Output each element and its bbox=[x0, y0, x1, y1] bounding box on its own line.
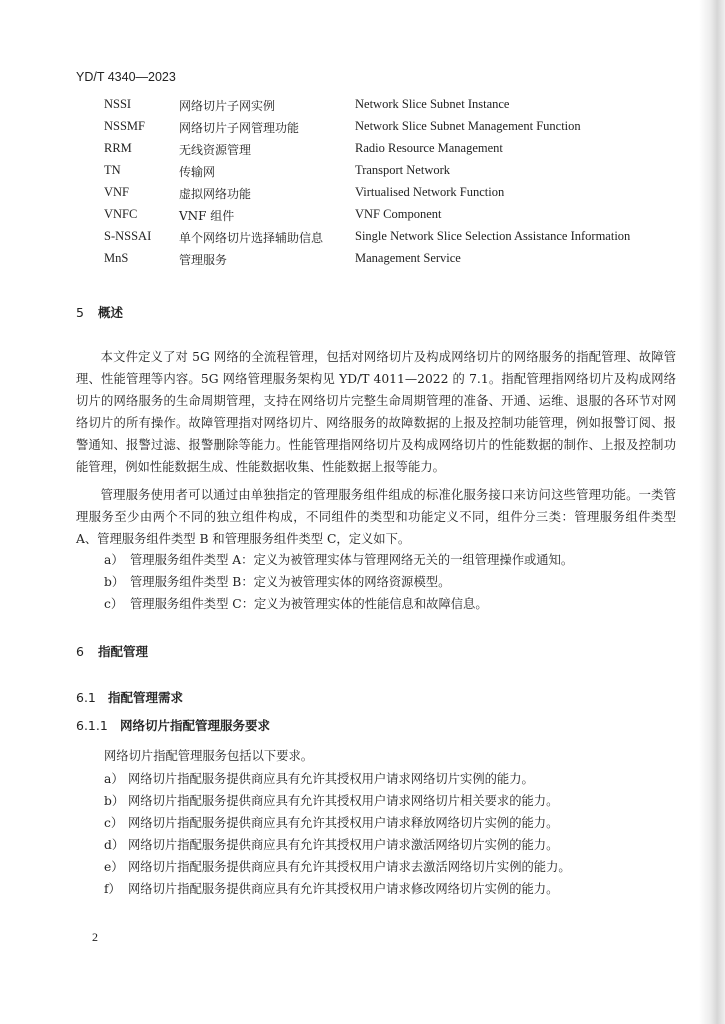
abbreviation-row bbox=[104, 185, 664, 207]
chinese-term: 单个网络切片选择辅助信息 bbox=[179, 231, 324, 245]
english-term: Management Service bbox=[355, 251, 461, 265]
list-marker: c） bbox=[104, 597, 124, 611]
requirements-intro: 网络切片指配管理服务包括以下要求。 bbox=[104, 749, 314, 763]
abbreviation-row bbox=[104, 141, 664, 163]
document-code: YD/T 4340—2023 bbox=[76, 70, 176, 84]
abbreviation: S-NSSAI bbox=[104, 229, 152, 243]
english-term: Network Slice Subnet Instance bbox=[355, 97, 510, 111]
abbreviation: MnS bbox=[104, 251, 129, 265]
section-title: 指配管理 bbox=[98, 644, 149, 659]
chinese-term: 传输网 bbox=[179, 165, 216, 179]
abbreviation-row bbox=[104, 207, 664, 229]
section-6-1-heading bbox=[76, 688, 183, 706]
english-term: VNF Component bbox=[355, 207, 442, 221]
list-item bbox=[104, 791, 664, 813]
abbreviation-row bbox=[104, 251, 664, 273]
scan-page-edge bbox=[699, 0, 725, 1024]
section-6-heading bbox=[76, 642, 148, 660]
list-text: 网络切片指配服务提供商应具有允许其授权用户请求网络切片相关要求的能力。 bbox=[128, 794, 559, 808]
section-number: 6.1.1 bbox=[76, 718, 108, 733]
list-text: 管理服务组件类型 B：定义为被管理实体的网络资源模型。 bbox=[130, 575, 451, 589]
chinese-term: 无线资源管理 bbox=[179, 143, 252, 157]
list-marker: d） bbox=[104, 838, 125, 852]
list-item bbox=[104, 769, 664, 791]
list-text: 网络切片指配服务提供商应具有允许其授权用户请求激活网络切片实例的能力。 bbox=[128, 838, 559, 852]
section-number: 6.1 bbox=[76, 690, 96, 705]
abbreviation: TN bbox=[104, 163, 121, 177]
english-term: Single Network Slice Selection Assistance Information bbox=[355, 229, 631, 243]
list-text: 管理服务组件类型 A：定义为被管理实体与管理网络无关的一组管理操作或通知。 bbox=[130, 553, 574, 567]
list-marker: e） bbox=[104, 860, 124, 874]
abbreviation: NSSI bbox=[104, 97, 132, 111]
list-text: 网络切片指配服务提供商应具有允许其授权用户请求去激活网络切片实例的能力。 bbox=[128, 860, 571, 874]
abbreviation: VNFC bbox=[104, 207, 138, 221]
abbreviation-table bbox=[104, 97, 664, 273]
english-term: Virtualised Network Function bbox=[355, 185, 505, 199]
abbreviation: VNF bbox=[104, 185, 130, 199]
chinese-term: 管理服务 bbox=[179, 253, 228, 267]
component-type-list bbox=[104, 550, 664, 616]
list-item bbox=[104, 550, 664, 572]
list-text: 网络切片指配服务提供商应具有允许其授权用户请求网络切片实例的能力。 bbox=[128, 772, 534, 786]
abbreviation: NSSMF bbox=[104, 119, 145, 133]
list-marker: b） bbox=[104, 575, 125, 589]
english-term: Radio Resource Management bbox=[355, 141, 503, 155]
abbreviation-row bbox=[104, 229, 664, 251]
list-item bbox=[104, 594, 664, 616]
list-marker: b） bbox=[104, 794, 125, 808]
english-term: Transport Network bbox=[355, 163, 451, 177]
section-title: 概述 bbox=[98, 305, 124, 320]
abbreviation: RRM bbox=[104, 141, 132, 155]
chinese-term: 网络切片子网管理功能 bbox=[179, 121, 300, 135]
section-title: 网络切片指配管理服务要求 bbox=[120, 718, 271, 733]
requirements-list bbox=[104, 769, 664, 901]
section-number: 6 bbox=[76, 644, 84, 659]
list-marker: a） bbox=[104, 772, 124, 786]
list-marker: a） bbox=[104, 553, 124, 567]
list-text: 网络切片指配服务提供商应具有允许其授权用户请求释放网络切片实例的能力。 bbox=[128, 816, 559, 830]
section-title: 指配管理需求 bbox=[108, 690, 184, 705]
section-6-1-1-heading bbox=[76, 716, 270, 734]
list-item bbox=[104, 879, 664, 901]
english-term: Network Slice Subnet Management Function bbox=[355, 119, 581, 133]
chinese-term: 虚拟网络功能 bbox=[179, 187, 252, 201]
overview-paragraph-1: 本文件定义了对 5G 网络的全流程管理，包括对网络切片及构成网络切片的网络服务的指配管理、故障管理、性能管理等内容。5G 网络管理服务架构见 YD/T 4011—2022 的 7.1。指配管理指网络切片及构成网络切片的网络服务的生命周期管理，支持在网络切片完整生命周期管理的准备、开通、运维、退服的各环节对网络切片的所有操作。故障管理指对网络切片、网络服务的故障数据的上报及控制功能管理，例如报警订阅、报警通知、报警过滤、报警删除等能力。性能管理指网络切片及构成网络切片的性能数据的制作、上报及控制功能管理，例如性能数据生成、性能数据收集、性能数据上报等能力。 bbox=[76, 350, 676, 474]
list-item bbox=[104, 857, 664, 879]
list-text: 网络切片指配服务提供商应具有允许其授权用户请求修改网络切片实例的能力。 bbox=[128, 882, 559, 896]
list-item bbox=[104, 572, 664, 594]
page-number: 2 bbox=[92, 930, 98, 944]
list-marker: c） bbox=[104, 816, 124, 830]
abbreviation-row bbox=[104, 97, 664, 119]
chinese-term: 网络切片子网实例 bbox=[179, 99, 276, 113]
abbreviation-row bbox=[104, 163, 664, 185]
list-item bbox=[104, 813, 664, 835]
section-number: 5 bbox=[76, 305, 84, 320]
section-5-heading bbox=[76, 303, 123, 321]
chinese-term: VNF 组件 bbox=[179, 209, 235, 223]
list-item bbox=[104, 835, 664, 857]
list-marker: f） bbox=[104, 882, 121, 896]
overview-paragraph-2: 管理服务使用者可以通过由单独指定的管理服务组件组成的标准化服务接口来访问这些管理功能。一类管理服务至少由两个不同的独立组件构成，不同组件的类型和功能定义不同，组件分三类：管理服务组件类型 A、管理服务组件类型 B 和管理服务组件类型 C，定义如下。 bbox=[76, 488, 676, 546]
list-text: 管理服务组件类型 C：定义为被管理实体的性能信息和故障信息。 bbox=[130, 597, 488, 611]
abbreviation-row bbox=[104, 119, 664, 141]
